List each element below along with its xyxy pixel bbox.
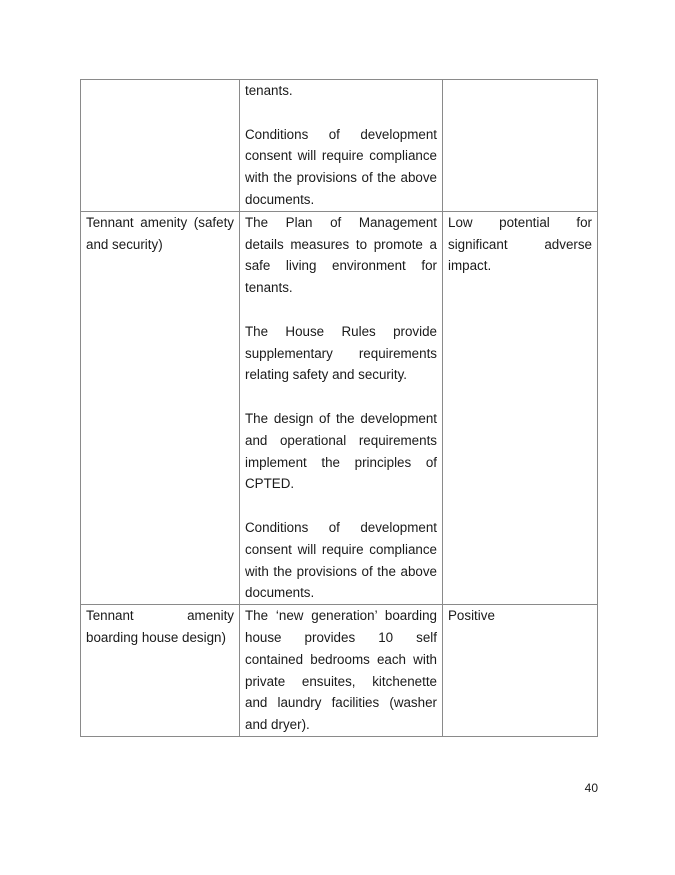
table-row [81, 211, 598, 604]
aspect-cell [81, 211, 240, 604]
mitigation-paragraph: The ‘new generation’ boarding house provides 10 self contained bedrooms each with private ensuites, kitchenette and laundry facilities (washer and dryer). [245, 608, 437, 733]
aspect-text: Tennant amenity (safety and security) [86, 214, 234, 252]
mitigation-paragraph: Conditions of development consent will require compliance with the provisions of the above documents. [245, 519, 437, 601]
assessment-table [80, 79, 598, 737]
page-number: 40 [584, 781, 598, 795]
mitigation-cell [240, 211, 443, 604]
table-row [81, 80, 598, 212]
mitigation-paragraph: The design of the development and operational requirements implement the principles of CPTED. [245, 410, 437, 492]
aspect-cell [81, 80, 240, 212]
mitigation-paragraph: The House Rules provide supplementary requirements relating safety and security. [245, 323, 437, 383]
mitigation-paragraph: Conditions of development consent will require compliance with the provisions of the above documents. [245, 126, 437, 207]
aspect-text: Tennant amenity boarding house design) [86, 608, 234, 645]
aspect-cell [81, 605, 240, 737]
mitigation-cell [240, 80, 443, 212]
mitigation-paragraph: tenants. [245, 83, 293, 98]
impact-cell [443, 211, 598, 604]
impact-cell [443, 80, 598, 212]
impact-text: Positive [448, 608, 495, 624]
table-row [81, 605, 598, 737]
mitigation-paragraph: The Plan of Management details measures to promote a safe living environment for tenants. [245, 214, 437, 296]
impact-text: Low potential for significant adverse impact. [448, 214, 592, 274]
mitigation-cell [240, 605, 443, 737]
impact-cell [443, 605, 598, 737]
